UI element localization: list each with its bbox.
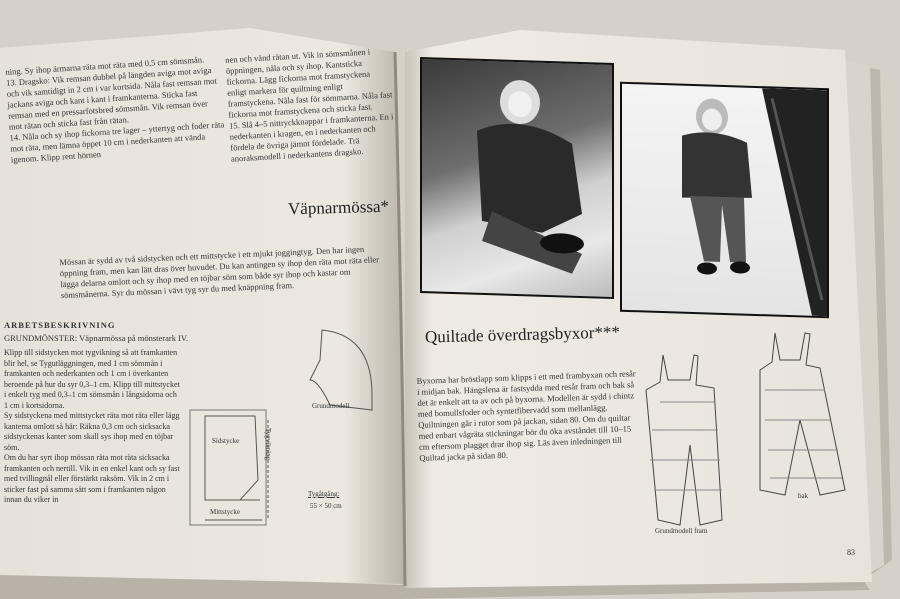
arbetsbeskrivning-body: Klipp till sidstycken mot tygvikning så att framkanten blir hel, se Tygutläggningen, med 1 cm sömmån i framkanten och nederkanten och 1 cm i överkanten beroende på hur du syr 0,3–1 cm. Klipp till mittstycket i enkelt tyg med 0,3–1 cm sömsmån i långsidorna och 1 cm i kortsidorna. Sy sidstyckena med mittstycket räta mot räta eller lägg kanterna omlott så här: Räkna 0,3 cm och sicksacka sidstyckenas kanter som skall sys ihop med en töjbar söm. Om du har syrt ihop mössan räta mot räta sicksacka framkanten och nertill. Vik in en enkel kant och sy fast med tvillingnål eller förstärkt raksöm. Vik in 2 cm i sticker fast på samma sätt som i framkanten någon innan du viker in	[4, 348, 180, 504]
child-on-slide-photo-1	[420, 57, 614, 299]
quiltade-title: Quiltade överdragsbyxor***	[424, 322, 621, 347]
caption-front: Grundmodell fram	[655, 527, 708, 535]
vapnarmossa-intro: Mössan är sydd av två sidstycken och ett mittstycke i ett mjukt joggingtyg. Den har ingen öppning fram, men kan lätt dras över huvudet. Du kan antingen sy ihop den räta mot räta eller lägga delarna omlott och sy ihop med en töjbar söm som både syr ihop och kastar om sömsmånerna. Syr du mössan i vävt tyg syr du med knäppning fram.	[59, 243, 380, 301]
child-on-slide-photo-2	[620, 82, 829, 319]
tygatgang-value: 55 × 50 cm	[310, 502, 342, 510]
page-number: 83	[847, 548, 855, 557]
child-figure-2	[622, 84, 827, 316]
left-col1-text: ning. Sy ihop ärmarna räta mot räta med 0,5 cm sömsmån. 13. Dragsko: Vik remsan dubbel på längden aviga mot aviga och vik samtidigt in 2 cm i var kortsida. Nåla fast remsan mot jackans aviga och kant i kant i framkanterna. Sticka fast remsan med en pressarfotsbred sömsmån. Vik remsan över mot rätan och sticka fast från rätan. 14. Nåla och sy ihop fickorna tre lager – yttertyg och foder räta mot räta, men lämna öppet 10 cm i nederkanten att vända igenom. Klipp rent hörnen	[5, 54, 225, 165]
tygvikning-label: Tygvikning	[264, 427, 273, 461]
left-col2-text: nen och vänd rätan ut. Vik in sömsmånen i öppningen, nåla och sy ihop. Kantsticka fickorna. Lägg fickorna mot framstyckena enligt markera för quiltning enligt framstyckena. Nåla fast för sömmarna. Nåla fast fickorna mot framstyckena och sticka fast. 15. Slå 4–5 nittryckknappar i framkanterna. En i nederkanten i kragen, en i nederkanten och fördela de övriga jämnt fördelade. Trä anoraksmodell i nederkantens dragsko.	[224, 46, 394, 164]
caption-back: bak	[798, 492, 809, 500]
grundmodell-label: Grundmodell	[312, 402, 350, 410]
tygatgang-label: Tygåtgång:	[308, 490, 340, 498]
mittstycke-label: Mittstycke	[210, 508, 240, 516]
arbetsbeskrivning-heading: ARBETSBESKRIVNING	[4, 320, 116, 330]
quiltade-body: Byxorna har bröstlapp som klipps i ett med frambyxan och resår i midjan bak. Hängslena är fastsydda med resår fram och bak så det är enkelt att ta av och på byxorna. Modellen är sydd i chintz med bomullsfoder och syntetfibervadd som mellanlägg. Quiltningen går i rutor som på jackan, sidan 80. Om du quiltar med enbart vågräta stickningar bör du öka avståndet till 10–15 cm eftersom plagget drar ihop sig. Läs även inledningen till Quiltad jacka på sidan 80.	[416, 368, 636, 463]
sidstycke-label: Sidstycke	[212, 437, 240, 445]
child-figure-1	[422, 59, 612, 297]
vapnarmossa-title: Väpnarmössa*	[287, 196, 390, 219]
grundmonster-subheading: GRUNDMÖNSTER: Väpnarmössa på mönsterark IV.	[4, 333, 189, 343]
